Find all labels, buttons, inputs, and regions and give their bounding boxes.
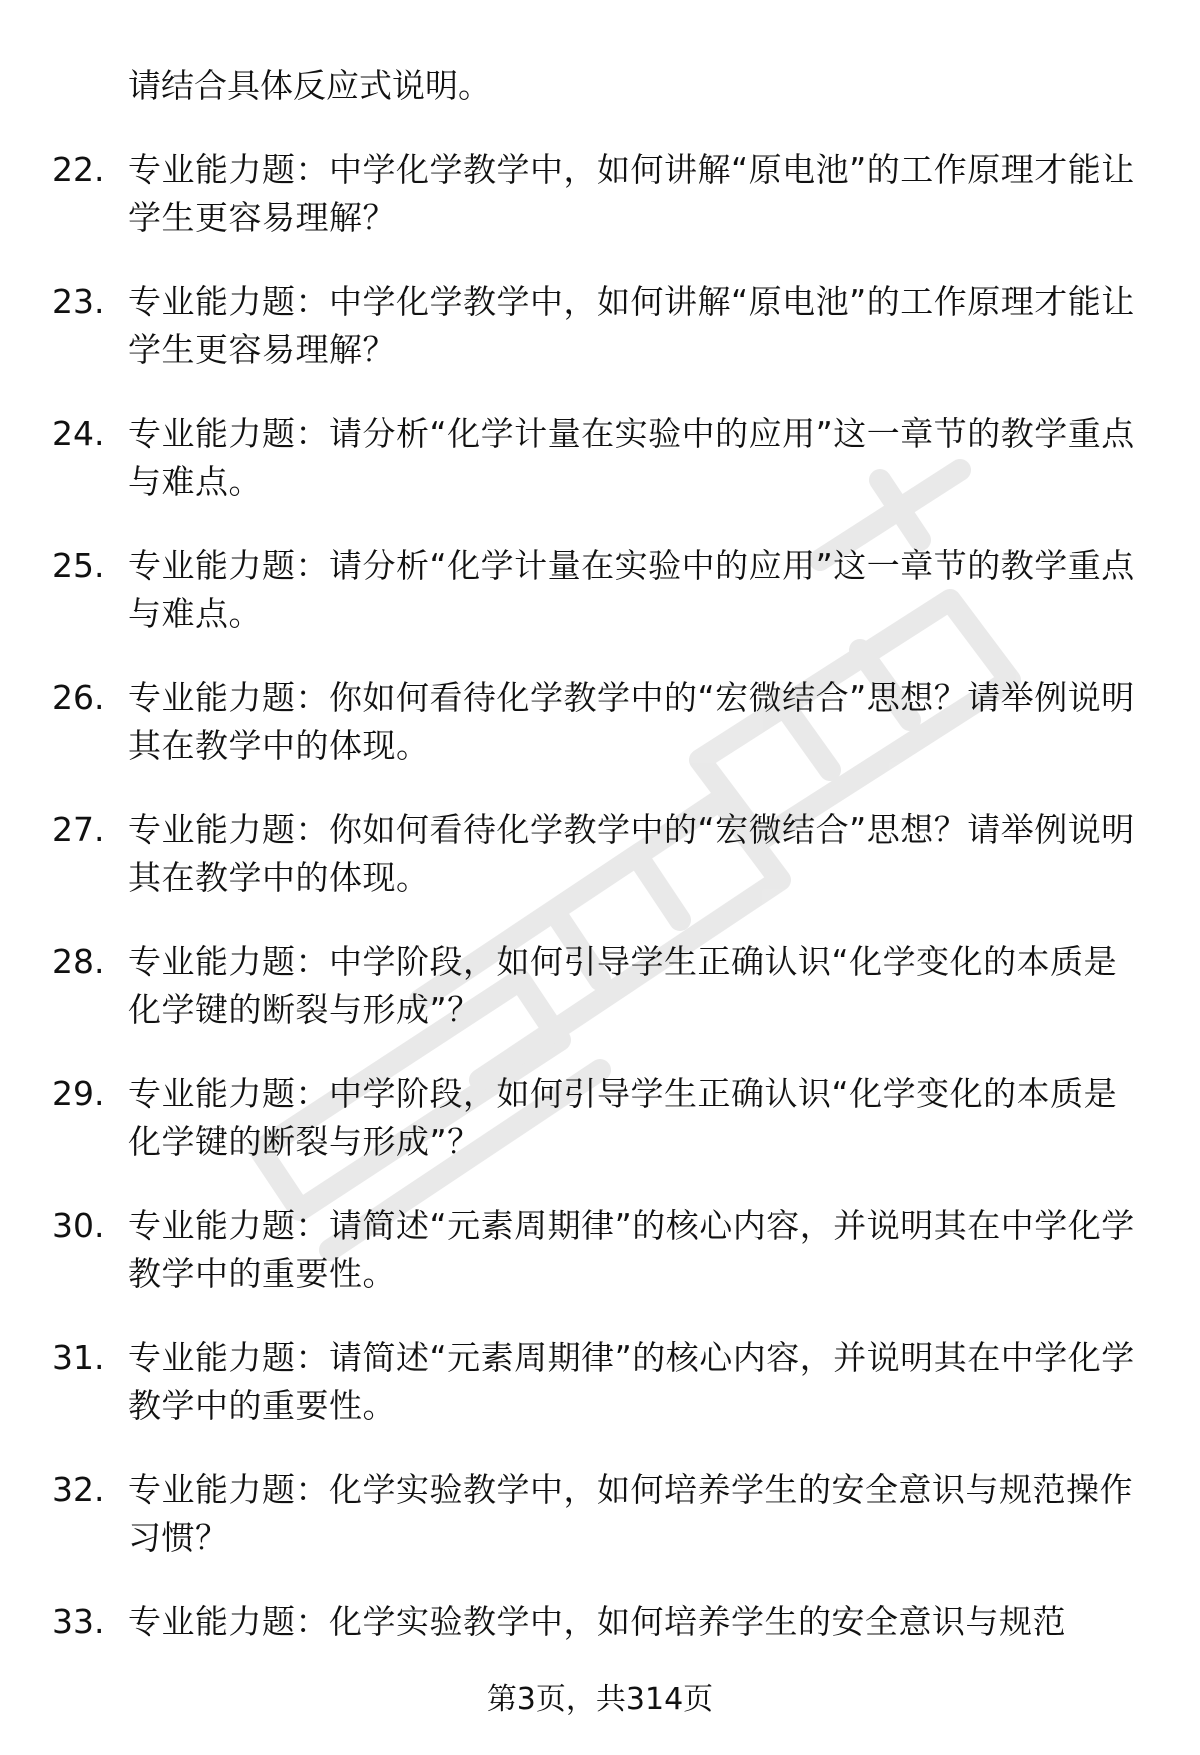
question-number: 25.	[52, 546, 105, 585]
question-text: 专业能力题：化学实验教学中，如何培养学生的安全意识与规范	[128, 1602, 1066, 1641]
question-text: 专业能力题：请简述“元素周期律”的核心内容，并说明其在中学化学教学中的重要性。	[128, 1206, 1135, 1293]
question-item	[0, 1598, 1200, 1646]
question-text: 专业能力题：中学化学教学中，如何讲解“原电池”的工作原理才能让学生更容易理解？	[128, 282, 1135, 369]
question-text: 专业能力题：中学阶段，如何引导学生正确认识“化学变化的本质是化学键的断裂与形成”？	[128, 942, 1118, 1029]
question-item	[0, 1202, 1200, 1298]
question-item	[0, 542, 1200, 638]
question-text: 专业能力题：请简述“元素周期律”的核心内容，并说明其在中学化学教学中的重要性。	[128, 1338, 1135, 1425]
page-footer: 第3页，共314页	[486, 1682, 714, 1717]
question-text: 专业能力题：中学化学教学中，如何讲解“原电池”的工作原理才能让学生更容易理解？	[128, 150, 1135, 237]
question-item	[0, 278, 1200, 374]
question-number: 29.	[52, 1074, 105, 1113]
continuation-text: 请结合具体反应式说明。	[128, 66, 491, 105]
question-number: 31.	[52, 1338, 105, 1377]
question-number: 23.	[52, 282, 105, 321]
question-item	[0, 1334, 1200, 1430]
question-number: 27.	[52, 810, 105, 849]
question-number: 28.	[52, 942, 105, 981]
question-text: 专业能力题：请分析“化学计量在实验中的应用”这一章节的教学重点与难点。	[128, 414, 1135, 501]
question-item	[0, 1466, 1200, 1562]
question-number: 24.	[52, 414, 105, 453]
question-text: 专业能力题：你如何看待化学教学中的“宏微结合”思想？请举例说明其在教学中的体现。	[128, 678, 1135, 765]
question-number: 22.	[52, 150, 105, 189]
question-text: 专业能力题：中学阶段，如何引导学生正确认识“化学变化的本质是化学键的断裂与形成”？	[128, 1074, 1118, 1161]
question-item	[0, 146, 1200, 242]
question-item	[0, 1070, 1200, 1166]
question-number: 33.	[52, 1602, 105, 1641]
question-item	[0, 674, 1200, 770]
question-number: 30.	[52, 1206, 105, 1245]
question-number: 32.	[52, 1470, 105, 1509]
question-text: 专业能力题：化学实验教学中，如何培养学生的安全意识与规范操作习惯？	[128, 1470, 1133, 1557]
question-item	[0, 410, 1200, 506]
question-number: 26.	[52, 678, 105, 717]
question-text: 专业能力题：请分析“化学计量在实验中的应用”这一章节的教学重点与难点。	[128, 546, 1135, 633]
question-item	[0, 938, 1200, 1034]
question-item	[0, 806, 1200, 902]
question-list	[0, 62, 1200, 1682]
question-text: 专业能力题：你如何看待化学教学中的“宏微结合”思想？请举例说明其在教学中的体现。	[128, 810, 1135, 897]
